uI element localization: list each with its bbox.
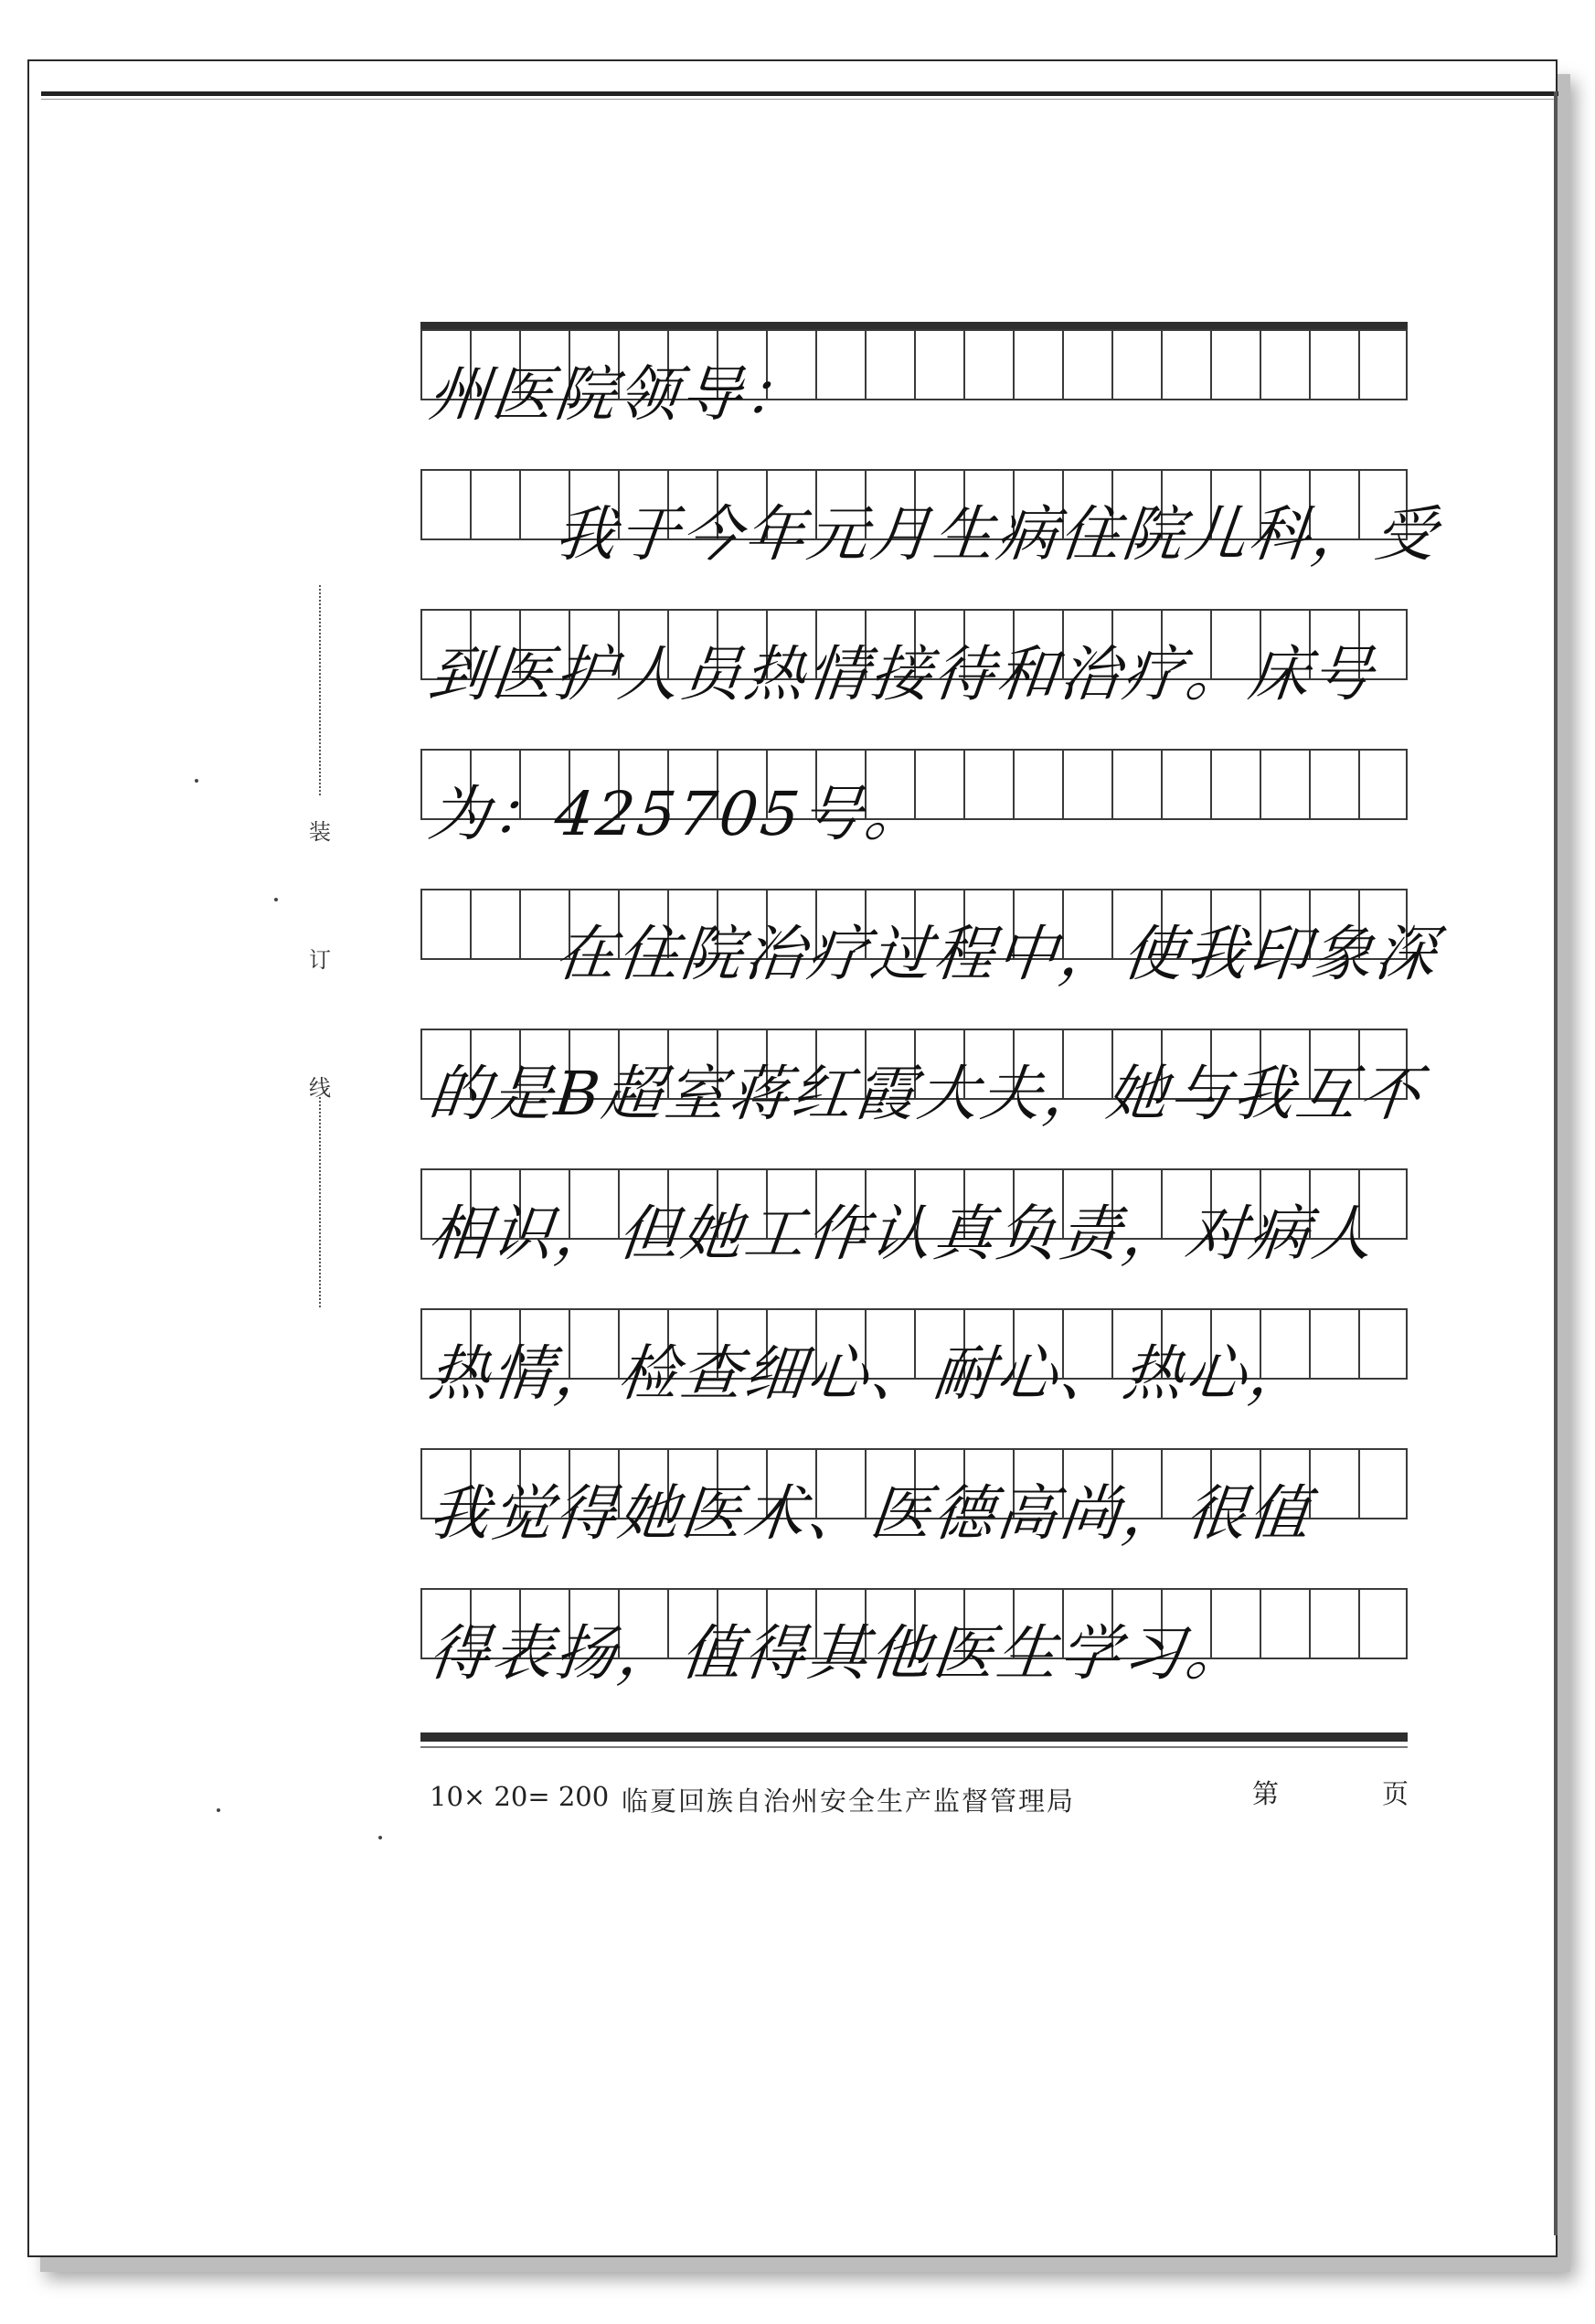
scan-top-edge-shadow [41,99,1558,100]
letter-line: 为：425705号。 [425,778,932,849]
binding-dotted-line-top [319,585,321,795]
scan-speck [378,1836,382,1839]
scan-speck [195,779,198,783]
letter-line: 我于今年元月生病住院儿科，受 [425,498,1442,570]
binding-line [311,585,329,1307]
scan-speck [274,898,278,901]
page-number-prefix: 第 [1252,1778,1280,1809]
organization-name: 临夏回族自治州安全生产监督管理局 [622,1786,1076,1817]
grid-bottom-rule-thin [420,1746,1408,1748]
scan-top-edge [41,91,1558,96]
letter-line: 的是B超室蒋红霞大夫，她与我互不 [425,1058,1426,1129]
letter-line: 我觉得她医术、医德高尚，很值 [425,1477,1316,1549]
letter-line: 相识，但她工作认真负责，对病人 [425,1198,1379,1269]
letter-line: 热情，检查细心、耐心、热心， [425,1338,1316,1409]
binding-char-zhuang: 装 [309,819,331,845]
binding-dotted-line-bottom [319,1097,321,1307]
letter-line: 得表扬，值得其他医生学习。 [425,1617,1253,1689]
letter-line: 州医院领导： [425,358,812,430]
page-number-suffix: 页 [1382,1778,1409,1809]
binding-char-ding: 订 [309,947,331,973]
grid-bottom-rule [420,1732,1408,1742]
grid-spec-label: 10× 20= 200 [430,1781,610,1812]
letter-line: 在住院治疗过程中，使我印象深 [425,918,1442,989]
scan-speck [217,1808,220,1812]
binding-char-xian: 线 [309,1075,331,1101]
paper-footer [430,1774,1417,1819]
letter-line: 到医护人员热情接待和治疗。床号 [425,638,1379,709]
scan-right-edge [1554,91,1558,2235]
